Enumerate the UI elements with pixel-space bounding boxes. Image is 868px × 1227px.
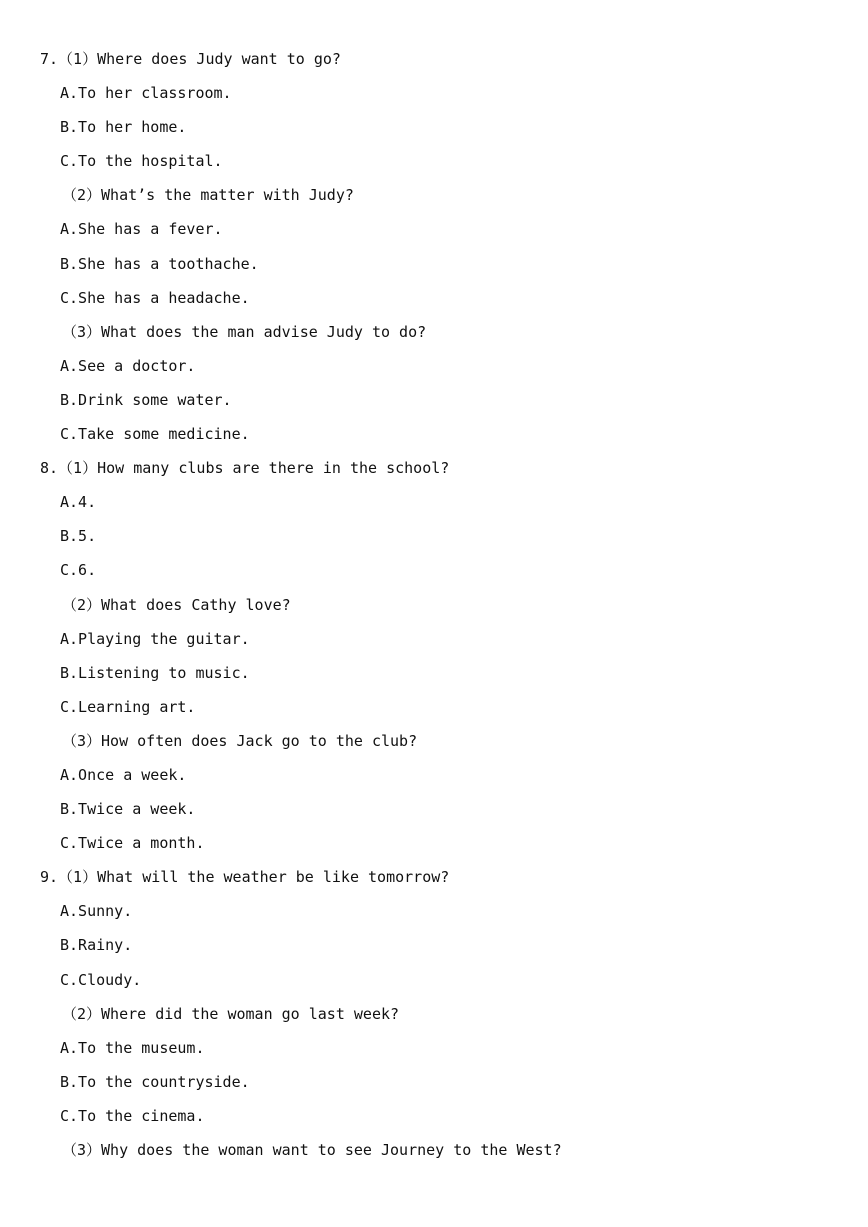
question-8-part-2-option-a: A.Playing the guitar. bbox=[60, 629, 250, 648]
question-sheet bbox=[0, 42, 868, 1167]
question-7-part-3-option-b: B.Drink some water. bbox=[60, 390, 232, 409]
question-8-part-1-stem: 8.（1）How many clubs are there in the school? bbox=[40, 459, 450, 478]
question-9-part-2-stem: （2）Where did the woman go last week? bbox=[62, 1004, 400, 1023]
question-8-part-1-option-b: B.5. bbox=[60, 527, 97, 546]
question-9-part-1-option-c: C.Cloudy. bbox=[60, 970, 142, 989]
question-8-part-2-stem: （2）What does Cathy love? bbox=[62, 595, 291, 614]
question-7-part-3-option-c: C.Take some medicine. bbox=[60, 425, 250, 444]
question-7-part-2-stem: （2）What’s the matter with Judy? bbox=[62, 186, 354, 205]
question-8-part-1-option-a: A.4. bbox=[60, 493, 97, 512]
question-8-part-2-option-b: B.Listening to music. bbox=[60, 663, 250, 682]
question-7-part-3-option-a: A.See a doctor. bbox=[60, 356, 196, 375]
question-7-part-1-stem: 7.（1）Where does Judy want to go? bbox=[40, 50, 341, 68]
question-9-part-2-option-b: B.To the countryside. bbox=[60, 1072, 250, 1091]
question-9-part-1-stem: 9.（1）What will the weather be like tomorrow? bbox=[40, 868, 450, 887]
question-8-part-3-stem: （3）How often does Jack go to the club? bbox=[62, 731, 418, 750]
question-7-part-1-option-c: C.To the hospital. bbox=[60, 152, 223, 171]
question-9-part-3-stem: （3）Why does the woman want to see Journey to the West? bbox=[62, 1141, 562, 1159]
question-8-part-3-option-c: C.Twice a month. bbox=[60, 834, 205, 853]
question-9-part-1-option-b: B.Rainy. bbox=[60, 936, 133, 955]
question-7-part-2-option-a: A.She has a fever. bbox=[60, 220, 223, 239]
question-8-part-2-option-c: C.Learning art. bbox=[60, 697, 196, 716]
question-7-part-3-stem: （3）What does the man advise Judy to do? bbox=[62, 322, 427, 341]
question-8-part-1-option-c: C.6. bbox=[60, 561, 97, 580]
question-8-part-3-option-a: A.Once a week. bbox=[60, 765, 187, 784]
question-7-part-2-option-b: B.She has a toothache. bbox=[60, 254, 259, 273]
question-7-part-1-option-b: B.To her home. bbox=[60, 118, 187, 137]
question-8-part-3-option-b: B.Twice a week. bbox=[60, 800, 196, 819]
question-7-part-2-option-c: C.She has a headache. bbox=[60, 288, 250, 307]
question-9-part-2-option-a: A.To the museum. bbox=[60, 1038, 205, 1057]
question-9-part-2-option-c: C.To the cinema. bbox=[60, 1106, 205, 1125]
question-9-part-1-option-a: A.Sunny. bbox=[60, 902, 133, 921]
question-7-part-1-option-a: A.To her classroom. bbox=[60, 84, 232, 103]
